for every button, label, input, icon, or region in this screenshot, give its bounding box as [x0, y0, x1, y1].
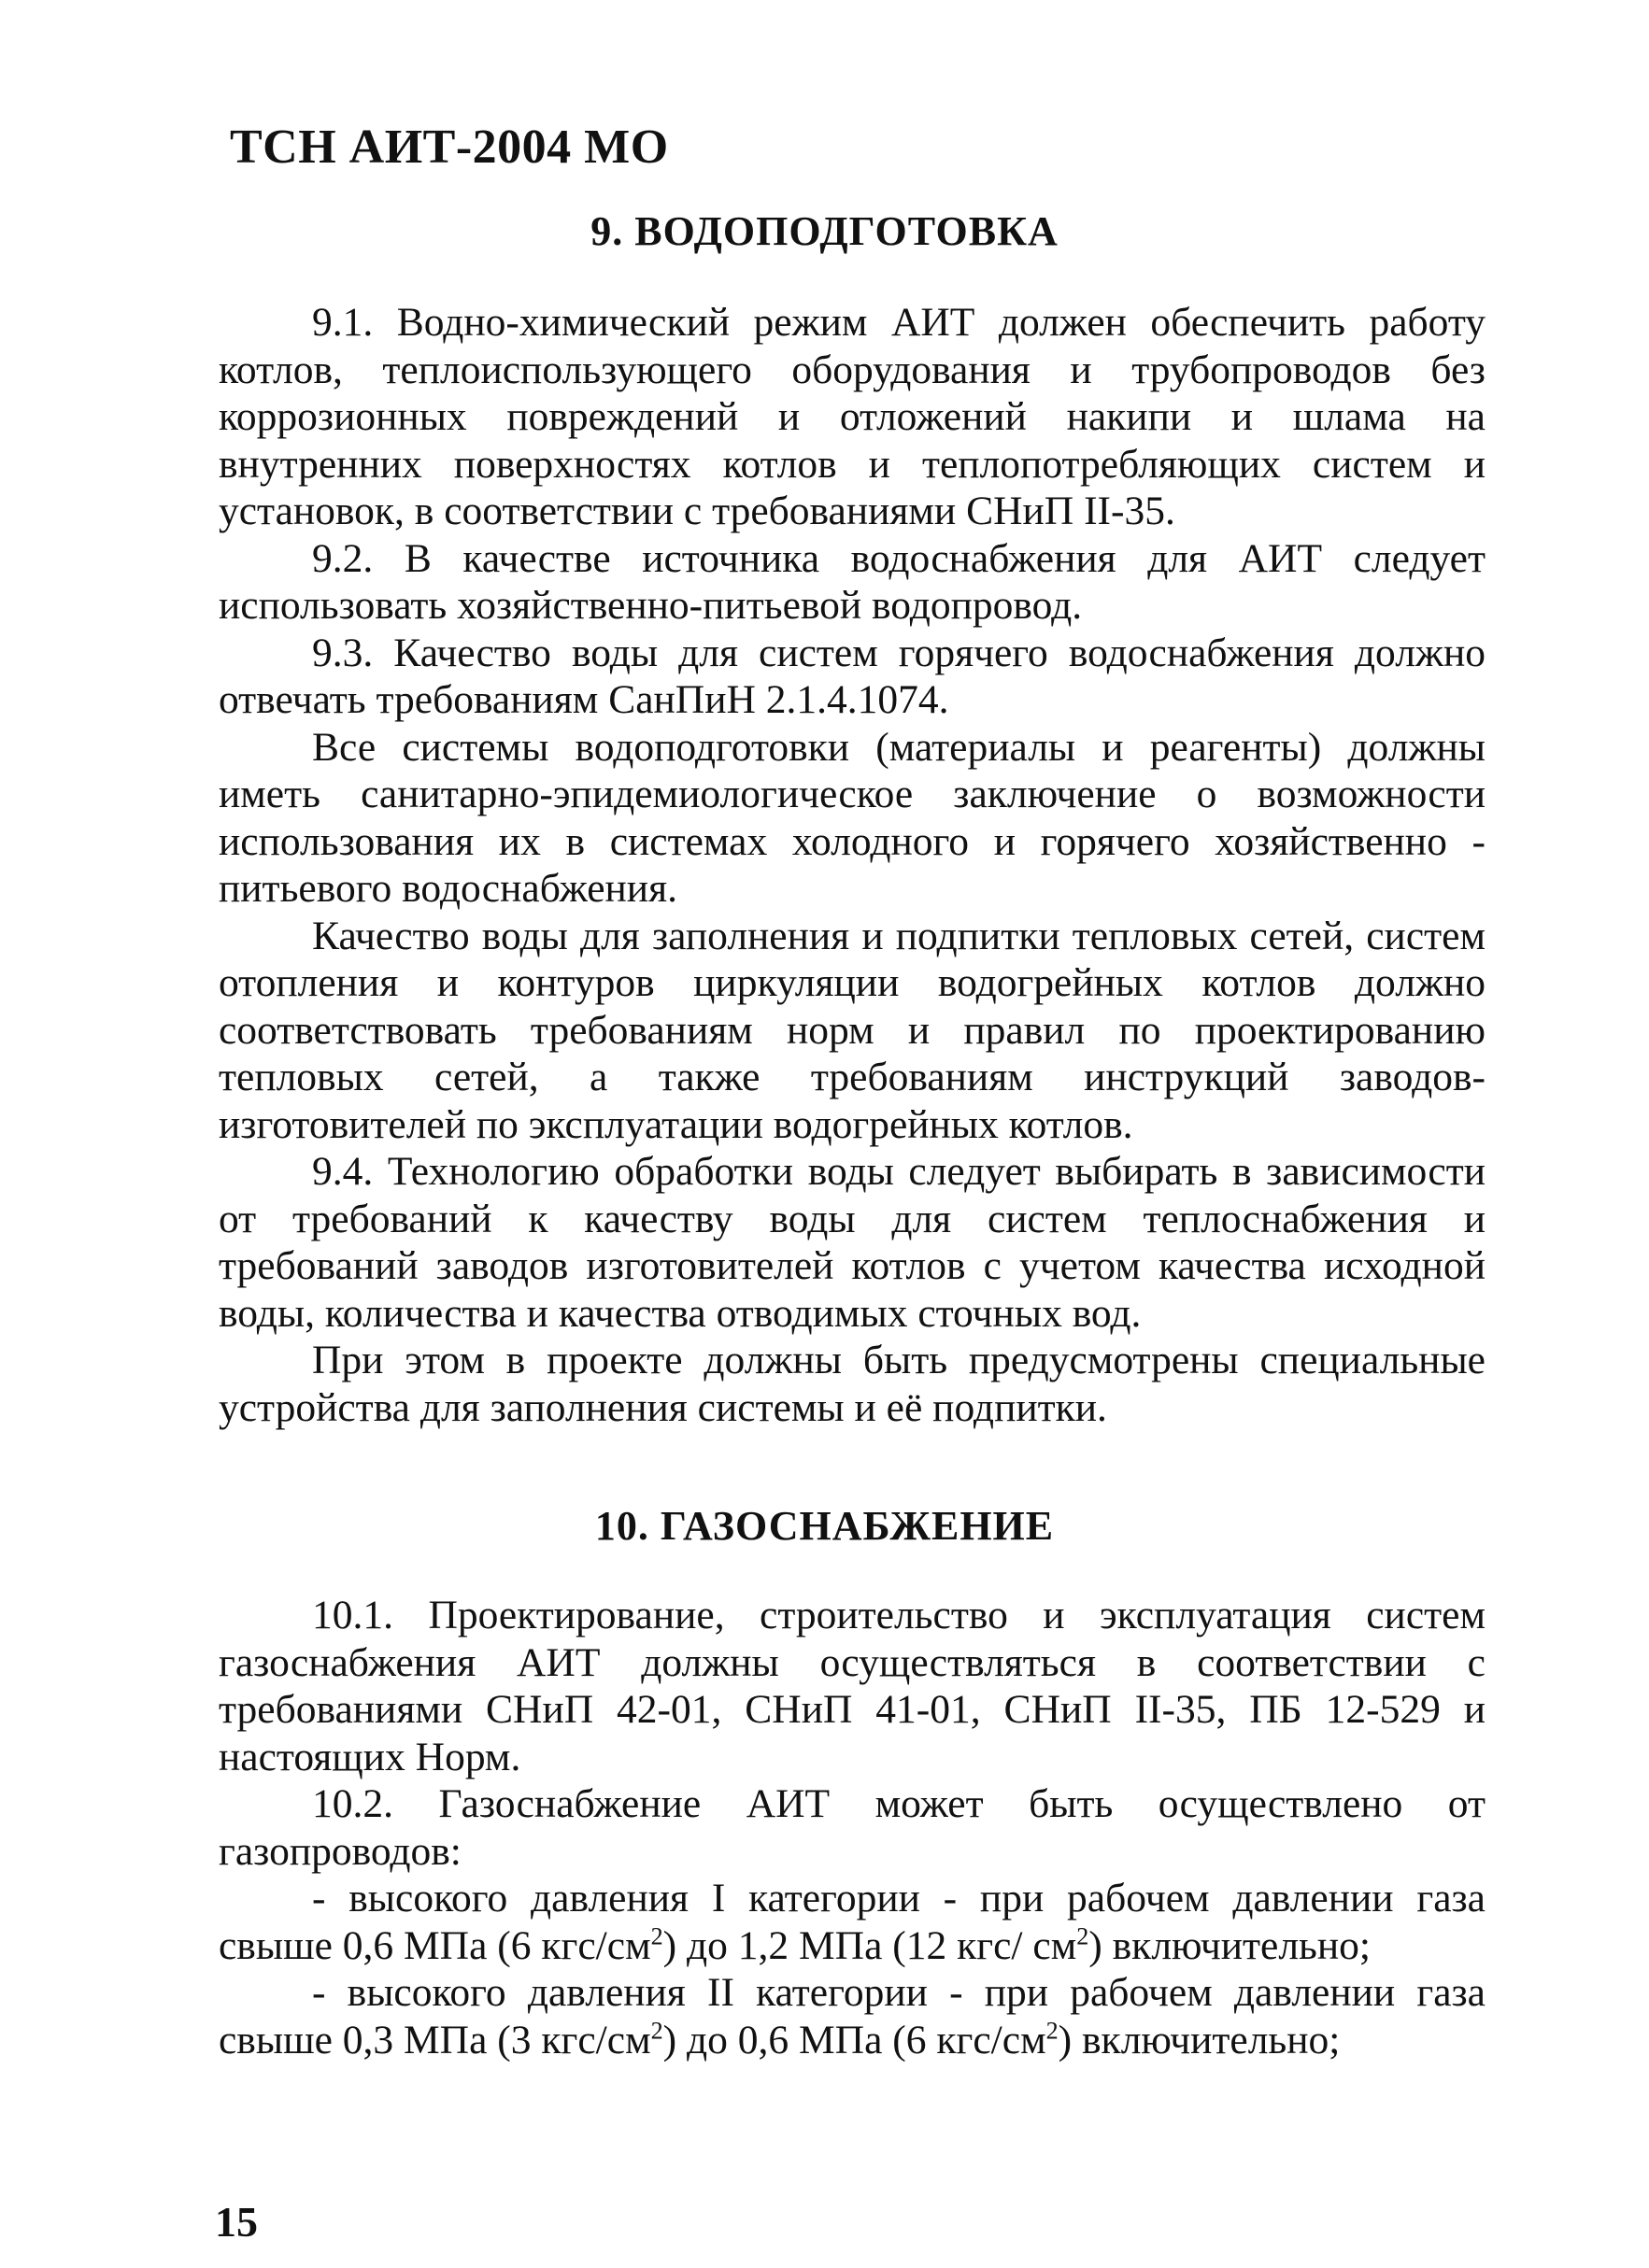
page-number: 15 — [215, 2198, 258, 2246]
section-9-title: 9. ВОДОПОДГОТОВКА — [590, 208, 1059, 254]
list-item-pressure-category-2: - высокого давления II категории - при рабочем давлении газа свыше 0,3 МПа (3 кгс/$см^2$) до 0,6 МПа (6 кгс/$см^2$) включительно; — [219, 1970, 1486, 2062]
paragraph-9-4: 9.4. Технологию обработки воды следует выбирать в зависимости от требований к качеству воды для систем теплоснабжения и требований заводов изготовителей котлов с учетом качества исходной воды, количества и качества отводимых сточных вод. — [219, 1149, 1486, 1336]
paragraph-9-3-systems: Все системы водоподготовки (материалы и реагенты) должны иметь санитарно-эпидемиологическое заключение о возможности использования их в системах холодного и горячего хозяйственно - питьевого водоснабжения. — [219, 724, 1486, 911]
paragraph-9-3: 9.3. Качество воды для систем горячего водоснабжения должно отвечать требованиям СанПиН 2.1.4.1074. — [219, 630, 1486, 722]
paragraph-10-2: 10.2. Газоснабжение АИТ может быть осуществлено от газопроводов: — [219, 1781, 1486, 1874]
paragraph-9-1: 9.1. Водно-химический режим АИТ должен обеспечить работу котлов, теплоиспользующего оборудования и трубопроводов без коррозионных повреждений и отложений накипи и шлама на внутренних поверхностях котлов и теплопотребляющих систем и установок, в соответствии с требованиями СНиП II-35. — [219, 300, 1486, 533]
paragraph-9-4-devices: При этом в проекте должны быть предусмотрены специальные устройства для заполнения системы и её подпитки. — [219, 1338, 1486, 1430]
section-10-body — [219, 1592, 1486, 2063]
section-9-body — [219, 299, 1486, 1431]
document-code-header: ТСН АИТ-2004 МО — [230, 120, 669, 174]
section-10-title: 10. ГАЗОСНАБЖЕНИЕ — [594, 1503, 1055, 1549]
paragraph-9-2: 9.2. В качестве источника водоснабжения для АИТ следует использовать хозяйственно-питьевой водопровод. — [219, 535, 1486, 628]
paragraph-10-1: 10.1. Проектирование, строительство и эксплуатация систем газоснабжения АИТ должны осуществляться в соответствии с требованиями СНиП 42-01, СНиП 41-01, СНиП II-35, ПБ 12-529 и настоящих Норм. — [219, 1593, 1486, 1779]
paragraph-9-3-quality: Качество воды для заполнения и подпитки тепловых сетей, систем отопления и контуров циркуляции водогрейных котлов должно соответствовать требованиям норм и правил по проектированию тепловых сетей, а также требованиям инструкций заводов-изготовителей по эксплуатации водогрейных котлов. — [219, 913, 1486, 1147]
list-item-pressure-category-1: - высокого давления I категории - при рабочем давлении газа свыше 0,6 МПа (6 кгс/$см^2$) до 1,2 МПа (12 кгс/ $см^2$) включительно; — [219, 1876, 1486, 1968]
